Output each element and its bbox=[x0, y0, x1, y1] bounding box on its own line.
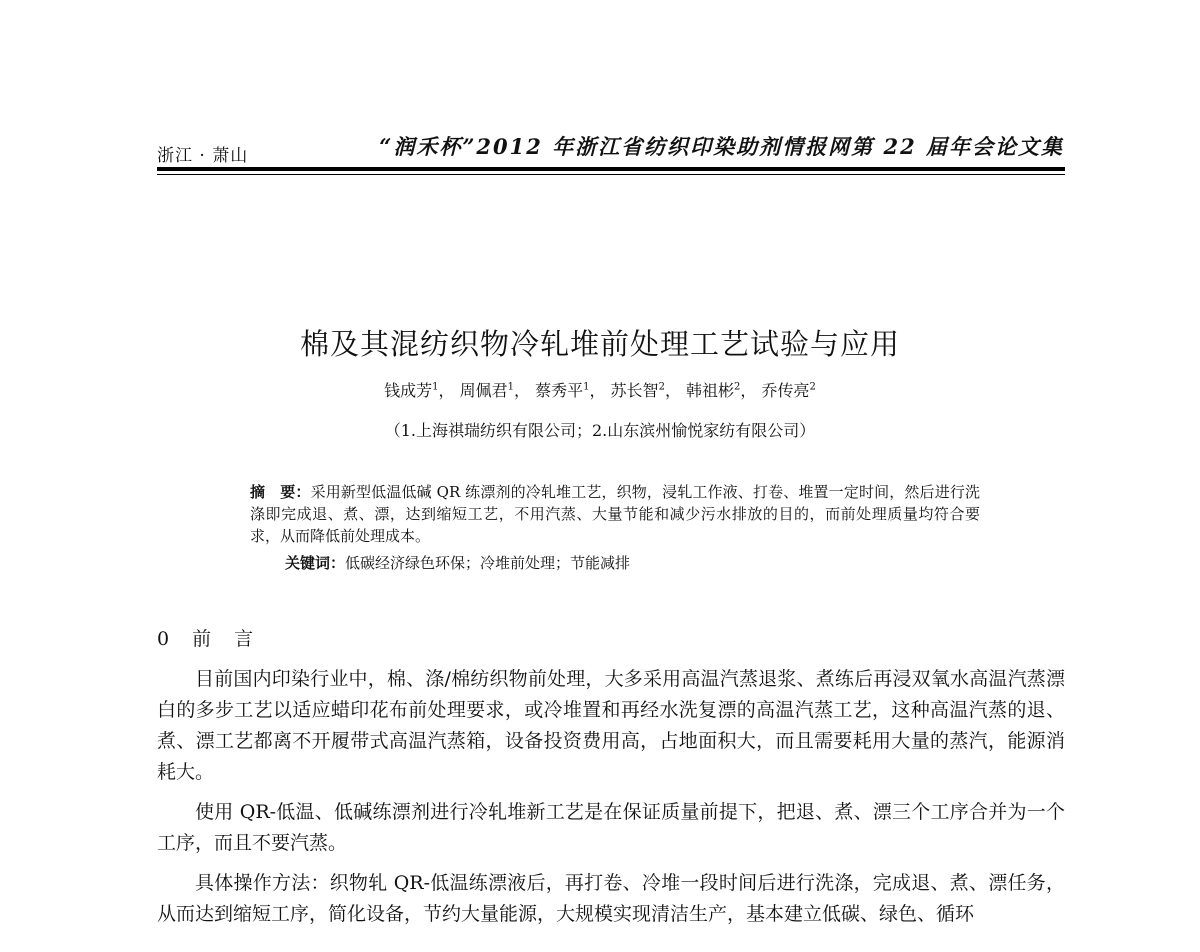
header-rule-thick bbox=[157, 167, 1065, 171]
running-header-proceedings: “润禾杯”2012 年浙江省纺织印染助剂情报网第 22 届年会论文集 bbox=[379, 134, 1064, 159]
author: 蔡秀平$^1$ bbox=[535, 381, 590, 400]
author: 韩祖彬$^2$ bbox=[686, 381, 741, 400]
body-paragraph: 具体操作方法：织物轧 QR-低温练漂液后，再打卷、冷堆一段时间后进行洗涤，完成退、煮、漂任务，从而达到缩短工序，简化设备，节约大量能源，大规模实现清洁生产，基本建立低碳、绿色、循环 bbox=[157, 872, 1065, 925]
author: 钱成芳$^1$ bbox=[384, 381, 439, 400]
running-header-location: 浙江 · 萧山 bbox=[157, 146, 249, 166]
author: 苏长智$^2$ bbox=[610, 381, 665, 400]
abstract-label: 摘 要： bbox=[250, 483, 311, 501]
author: 乔传亮$^2$ bbox=[761, 381, 816, 400]
section-body bbox=[157, 664, 1065, 939]
header-rule-thin bbox=[157, 174, 1065, 175]
section-heading: 0 前 言 bbox=[157, 628, 256, 650]
author: 周佩君$^1$ bbox=[459, 381, 514, 400]
affiliation: （1.上海祺瑞纺织有限公司；2.山东滨州愉悦家纺有限公司） bbox=[384, 421, 816, 440]
author-list: 钱成芳$^1$， 周佩君$^1$， 蔡秀平$^1$， 苏长智$^2$， 韩祖彬$^2$， 乔传亮$^2$ bbox=[384, 381, 816, 400]
paper-title: 棉及其混纺织物冷轧堆前处理工艺试验与应用 bbox=[299, 327, 900, 361]
keywords-text: 低碳经济绿色环保；冷堆前处理；节能减排 bbox=[345, 554, 631, 572]
abstract-text: 采用新型低温低碱 QR 练漂剂的冷轧堆工艺，织物，浸轧工作液、打卷、堆置一定时间，然后进行洗涤即完成退、煮、漂，达到缩短工艺，不用汽蒸、大量节能和减少污水排放的目的，而前处理质量均符合要求，从而降低前处理成本。 bbox=[250, 483, 980, 545]
body-paragraph: 目前国内印染行业中，棉、涤/棉纺织物前处理，大多采用高温汽蒸退浆、煮练后再浸双氧水高温汽蒸漂白的多步工艺以适应蜡印花布前处理要求，或冷堆置和再经水洗复漂的高温汽蒸工艺，这种高温汽蒸的退、煮、漂工艺都离不开履带式高温汽蒸箱，设备投资费用高，占地面积大，而且需要耗用大量的蒸汽，能源消耗大。 bbox=[157, 668, 1065, 783]
abstract bbox=[250, 481, 980, 547]
body-paragraph: 使用 QR-低温、低碱练漂剂进行冷轧堆新工艺是在保证质量前提下，把退、煮、漂三个工序合并为一个工序，而且不要汽蒸。 bbox=[157, 801, 1065, 854]
keywords bbox=[285, 552, 630, 573]
keywords-label: 关键词： bbox=[285, 554, 346, 572]
